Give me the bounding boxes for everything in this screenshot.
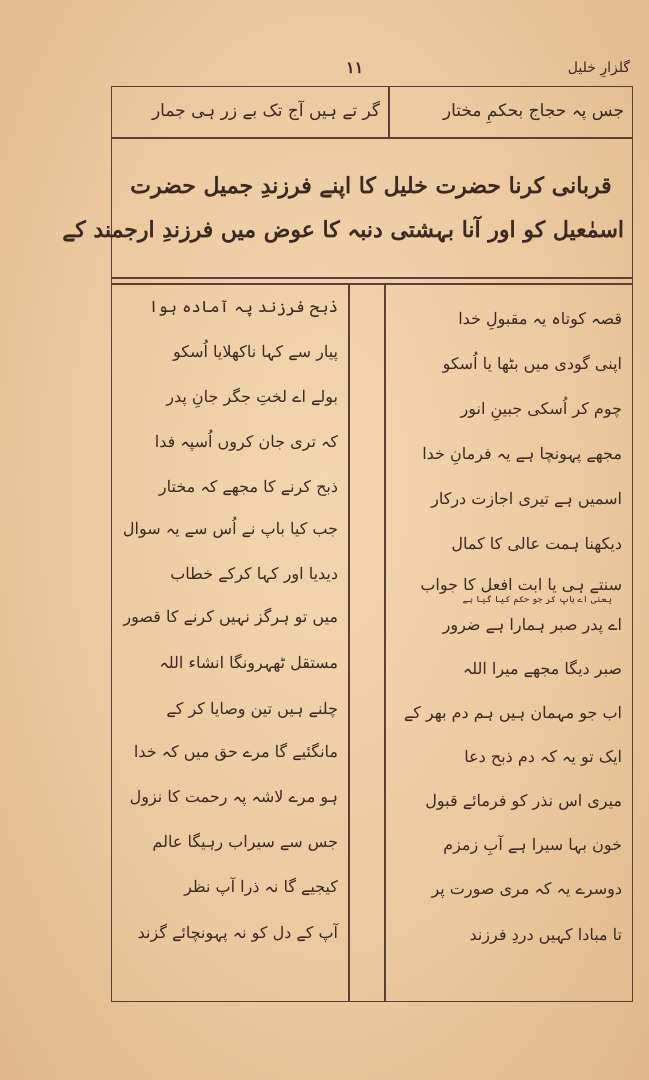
verse-right-2: اپنی گودی میں بٹھا یا اُسکو bbox=[442, 354, 622, 373]
verse-left-15: آپ کے دل کو نہ پہونچائے گزند bbox=[137, 923, 338, 942]
rule-heading-inner bbox=[112, 283, 632, 285]
verse-left-8: میں تو ہرگز نہیں کرنے کا قصور bbox=[123, 607, 338, 626]
text-frame bbox=[62, 86, 633, 1002]
verse-left-6: جب کیا باپ نے اُس سے یہ سوال bbox=[122, 519, 338, 538]
verse-left-12: ہو مرے لاشہ پہ رحمت کا نزول bbox=[129, 787, 338, 806]
verse-left-9: مستقل ٹھہرونگا انشاء اللہ bbox=[159, 653, 338, 672]
verse-left-14: کیجیے گا نہ ذرا آپ نظر bbox=[184, 877, 338, 896]
verse-right-7: سنتے ہی یا ابت افعل کا جواب bbox=[420, 575, 622, 594]
verse-left-5: ذبح کرنے کا مجھے کہ مختار bbox=[158, 477, 338, 496]
page-header bbox=[110, 58, 630, 84]
verse-right-9: صبر دیگا مجھے میرا اللہ bbox=[462, 659, 622, 678]
verse-left-10: چلنے ہیں تین وصایا کر کے bbox=[166, 699, 338, 718]
verse-left-3: بولے اے لختِ جگر جانِ پدر bbox=[166, 387, 338, 406]
rule-top-center bbox=[388, 87, 390, 137]
verse-right-13: خون بہا سیرا ہے آبِ زمزم bbox=[443, 835, 622, 854]
verse-right-6: دیکھنا ہمت عالی کا کمال bbox=[451, 534, 622, 553]
rule-column-left bbox=[348, 283, 350, 1001]
verse-right-3: چوم کر اُسکی جبینِ انور bbox=[460, 399, 622, 418]
heading-line-2: اسمٰعیل کو اور آنا بہشتی دنبہ کا عوض میں فرزندِ ارجمند کے bbox=[62, 217, 624, 243]
rule-top-row bbox=[112, 137, 632, 139]
verse-gloss: یعنی اے باپ کر جو حکم کیا گیا ہے bbox=[462, 595, 612, 605]
verse-left-11: مانگئیے گا مرے حق میں کہ خدا bbox=[133, 742, 338, 761]
verse-right-8: اے پدر صبر ہمارا ہے ضرور bbox=[442, 615, 622, 634]
verse-right-10: اب جو مہمان ہیں ہم دم بھر کے bbox=[403, 703, 622, 722]
page-number: ۱۱ bbox=[346, 58, 364, 77]
verse-left-1: ذبح فرزند پہ آمادہ ہوا bbox=[148, 297, 338, 316]
running-title: گلزارِ خلیل bbox=[567, 60, 630, 76]
verse-right-12: میری اس نذر کو فرمائے قبول bbox=[425, 791, 622, 810]
verse-right-4: مجھے پہونچا ہے یہ فرمانِ خدا bbox=[422, 444, 622, 463]
verse-right-5: اسمیں ہے تیری اجازت درکار bbox=[431, 489, 622, 508]
rule-heading bbox=[112, 277, 632, 279]
verse-right-14: دوسرے یہ کہ مری صورت پر bbox=[431, 879, 622, 898]
verse-left-2: پیار سے کہا ناکھلایا اُسکو bbox=[172, 342, 338, 361]
verse-right-11: ایک تو یہ کہ دم ذبح دعا bbox=[464, 747, 622, 766]
verse-right-15: تا مبادا کہیں دردِ فرزند bbox=[469, 925, 622, 944]
top-row-right: جس پہ حجاج بحکمِ مختار bbox=[442, 101, 624, 121]
verse-right-1: قصہ کوتاہ یہ مقبولِ خدا bbox=[458, 309, 622, 328]
heading-line-1: قربانی کرنا حضرت خلیل کا اپنے فرزندِ جمیل حضرت bbox=[130, 173, 612, 199]
verse-left-4: کہ تری جان کروں اُسپہ فدا bbox=[154, 432, 338, 451]
rule-column-right bbox=[384, 283, 386, 1001]
top-row-left: گر تے ہیں آج تک بے زر ہی جمار bbox=[151, 101, 380, 121]
verse-left-13: جس سے سیراب رہیگا عالم bbox=[152, 832, 338, 851]
verse-left-7: دیدیا اور کہا کرکے خطاب bbox=[170, 564, 338, 583]
